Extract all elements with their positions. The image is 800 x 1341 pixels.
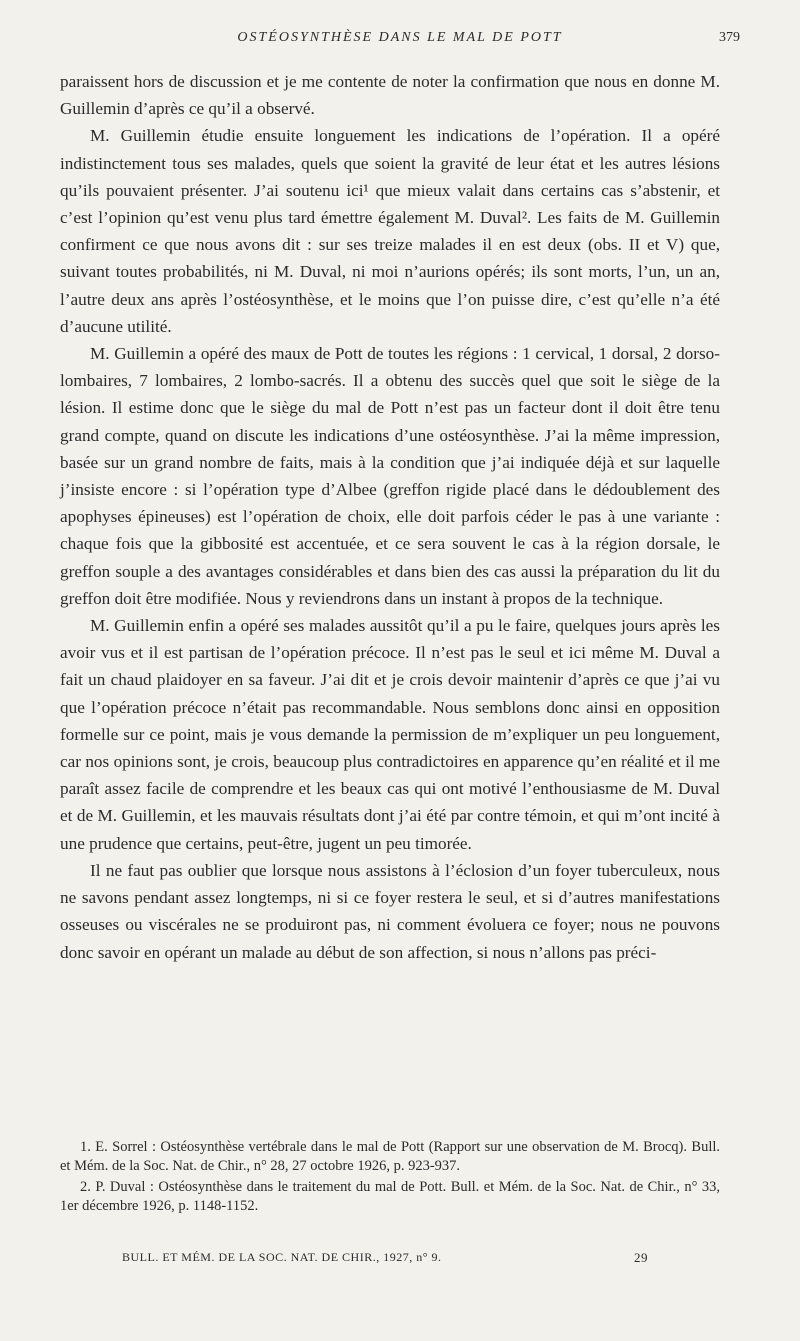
body-text	[60, 68, 720, 966]
paragraph: M. Guillemin enfin a opéré ses malades aussitôt qu’il a pu le faire, quelques jours après les avoir vus et il est partisan de l’opération précoce. Il n’est pas le seul et ici même M. Duval a fait un chaud plaidoyer en sa faveur. J’ai dit et je crois devoir maintenir d’après ce que j’ai vu que l’opération précoce n’était pas recommandable. Nous semblons donc ainsi en opposition formelle sur ce point, mais je vous demande la permission de m’expliquer un peu longuement, car nos opinions sont, je crois, beaucoup plus contradictoires en apparence qu’en réalité et il me paraît assez facile de comprendre et les beaux cas qui ont motivé l’enthousiasme de M. Duval et de M. Guillemin, et les mauvais résultats dont j’ai été par contre témoin, et qui m’ont incité à une prudence que certains, peut-être, jugent un peu timorée.	[60, 616, 720, 853]
page-number: 379	[719, 30, 740, 45]
journal-reference: BULL. ET MÉM. DE LA SOC. NAT. DE CHIR., 1927, n° 9.	[122, 1250, 442, 1264]
footnotes	[60, 1138, 720, 1218]
paragraph: paraissent hors de discussion et je me contente de noter la confirmation que nous en donne M. Guillemin d’après ce qu’il a observé.	[60, 72, 720, 119]
sheet-signature: 29	[634, 1250, 648, 1265]
footnote: 1. E. Sorrel : Ostéosynthèse vertébrale dans le mal de Pott (Rapport sur une observation de M. Brocq). Bull. et Mém. de la Soc. Nat. de Chir., n° 28, 27 octobre 1926, p. 923-937.	[60, 1139, 720, 1174]
running-title: OSTÉOSYNTHÈSE DANS LE MAL DE POTT	[237, 30, 563, 45]
paragraph: M. Guillemin étudie ensuite longuement les indications de l’opération. Il a opéré indistinctement tous ses malades, quels que soient la gravité de leur état et les autres lésions qu’ils pouvaient présenter. J’ai soutenu ici¹ que mieux valait dans certains cas s’abstenir, et c’est l’opinion qu’est venu plus tard émettre également M. Duval². Les faits de M. Guillemin confirment ce que nous avons dit : sur ses treize malades il en est deux (obs. II et V) que, suivant toutes probabilités, ni M. Duval, ni moi n’aurions opérés; ils sont morts, l’un, un an, l’autre deux ans après l’ostéosynthèse, et le moins que l’on puisse dire, c’est qu’elle n’a été d’aucune utilité.	[60, 126, 720, 336]
running-head	[60, 30, 740, 52]
paragraph: M. Guillemin a opéré des maux de Pott de toutes les régions : 1 cervical, 1 dorsal, 2 dorso-lombaires, 7 lombaires, 2 lombo-sacrés. Il a obtenu des succès quel que soit le siège de la lésion. Il estime donc que le siège du mal de Pott n’est pas un facteur dont il doit être tenu grand compte, quand on discute les indications d’une ostéosynthèse. J’ai la même impression, basée sur un grand nombre de faits, mais à la condition que j’ai indiquée déjà et sur laquelle j’insiste encore : si l’opération type d’Albee (greffon rigide placé dans le dédoublement des apophyses épineuses) est l’opération de choix, elle doit parfois céder le pas à une variante : chaque fois que la gibbosité est accentuée, et ce sera souvent le cas à la région dorsale, le greffon souple a des avantages considérables et dans bien des cas aussi la préparation du lit du greffon doit être modifiée. Nous y reviendrons dans un instant à propos de la technique.	[60, 344, 720, 608]
footnote: 2. P. Duval : Ostéosynthèse dans le traitement du mal de Pott. Bull. et Mém. de la Soc. Nat. de Chir., n° 33, 1er décembre 1926, p. 1148-1152.	[60, 1179, 720, 1214]
paragraph: Il ne faut pas oublier que lorsque nous assistons à l’éclosion d’un foyer tuberculeux, nous ne savons pendant assez longtemps, ni si ce foyer restera le seul, et si d’autres manifestations osseuses ou viscérales ne se produiront pas, ni comment évoluera ce foyer; nous ne pouvons donc savoir en opérant un malade au début de son affection, si nous n’allons pas préci-	[60, 860, 720, 962]
